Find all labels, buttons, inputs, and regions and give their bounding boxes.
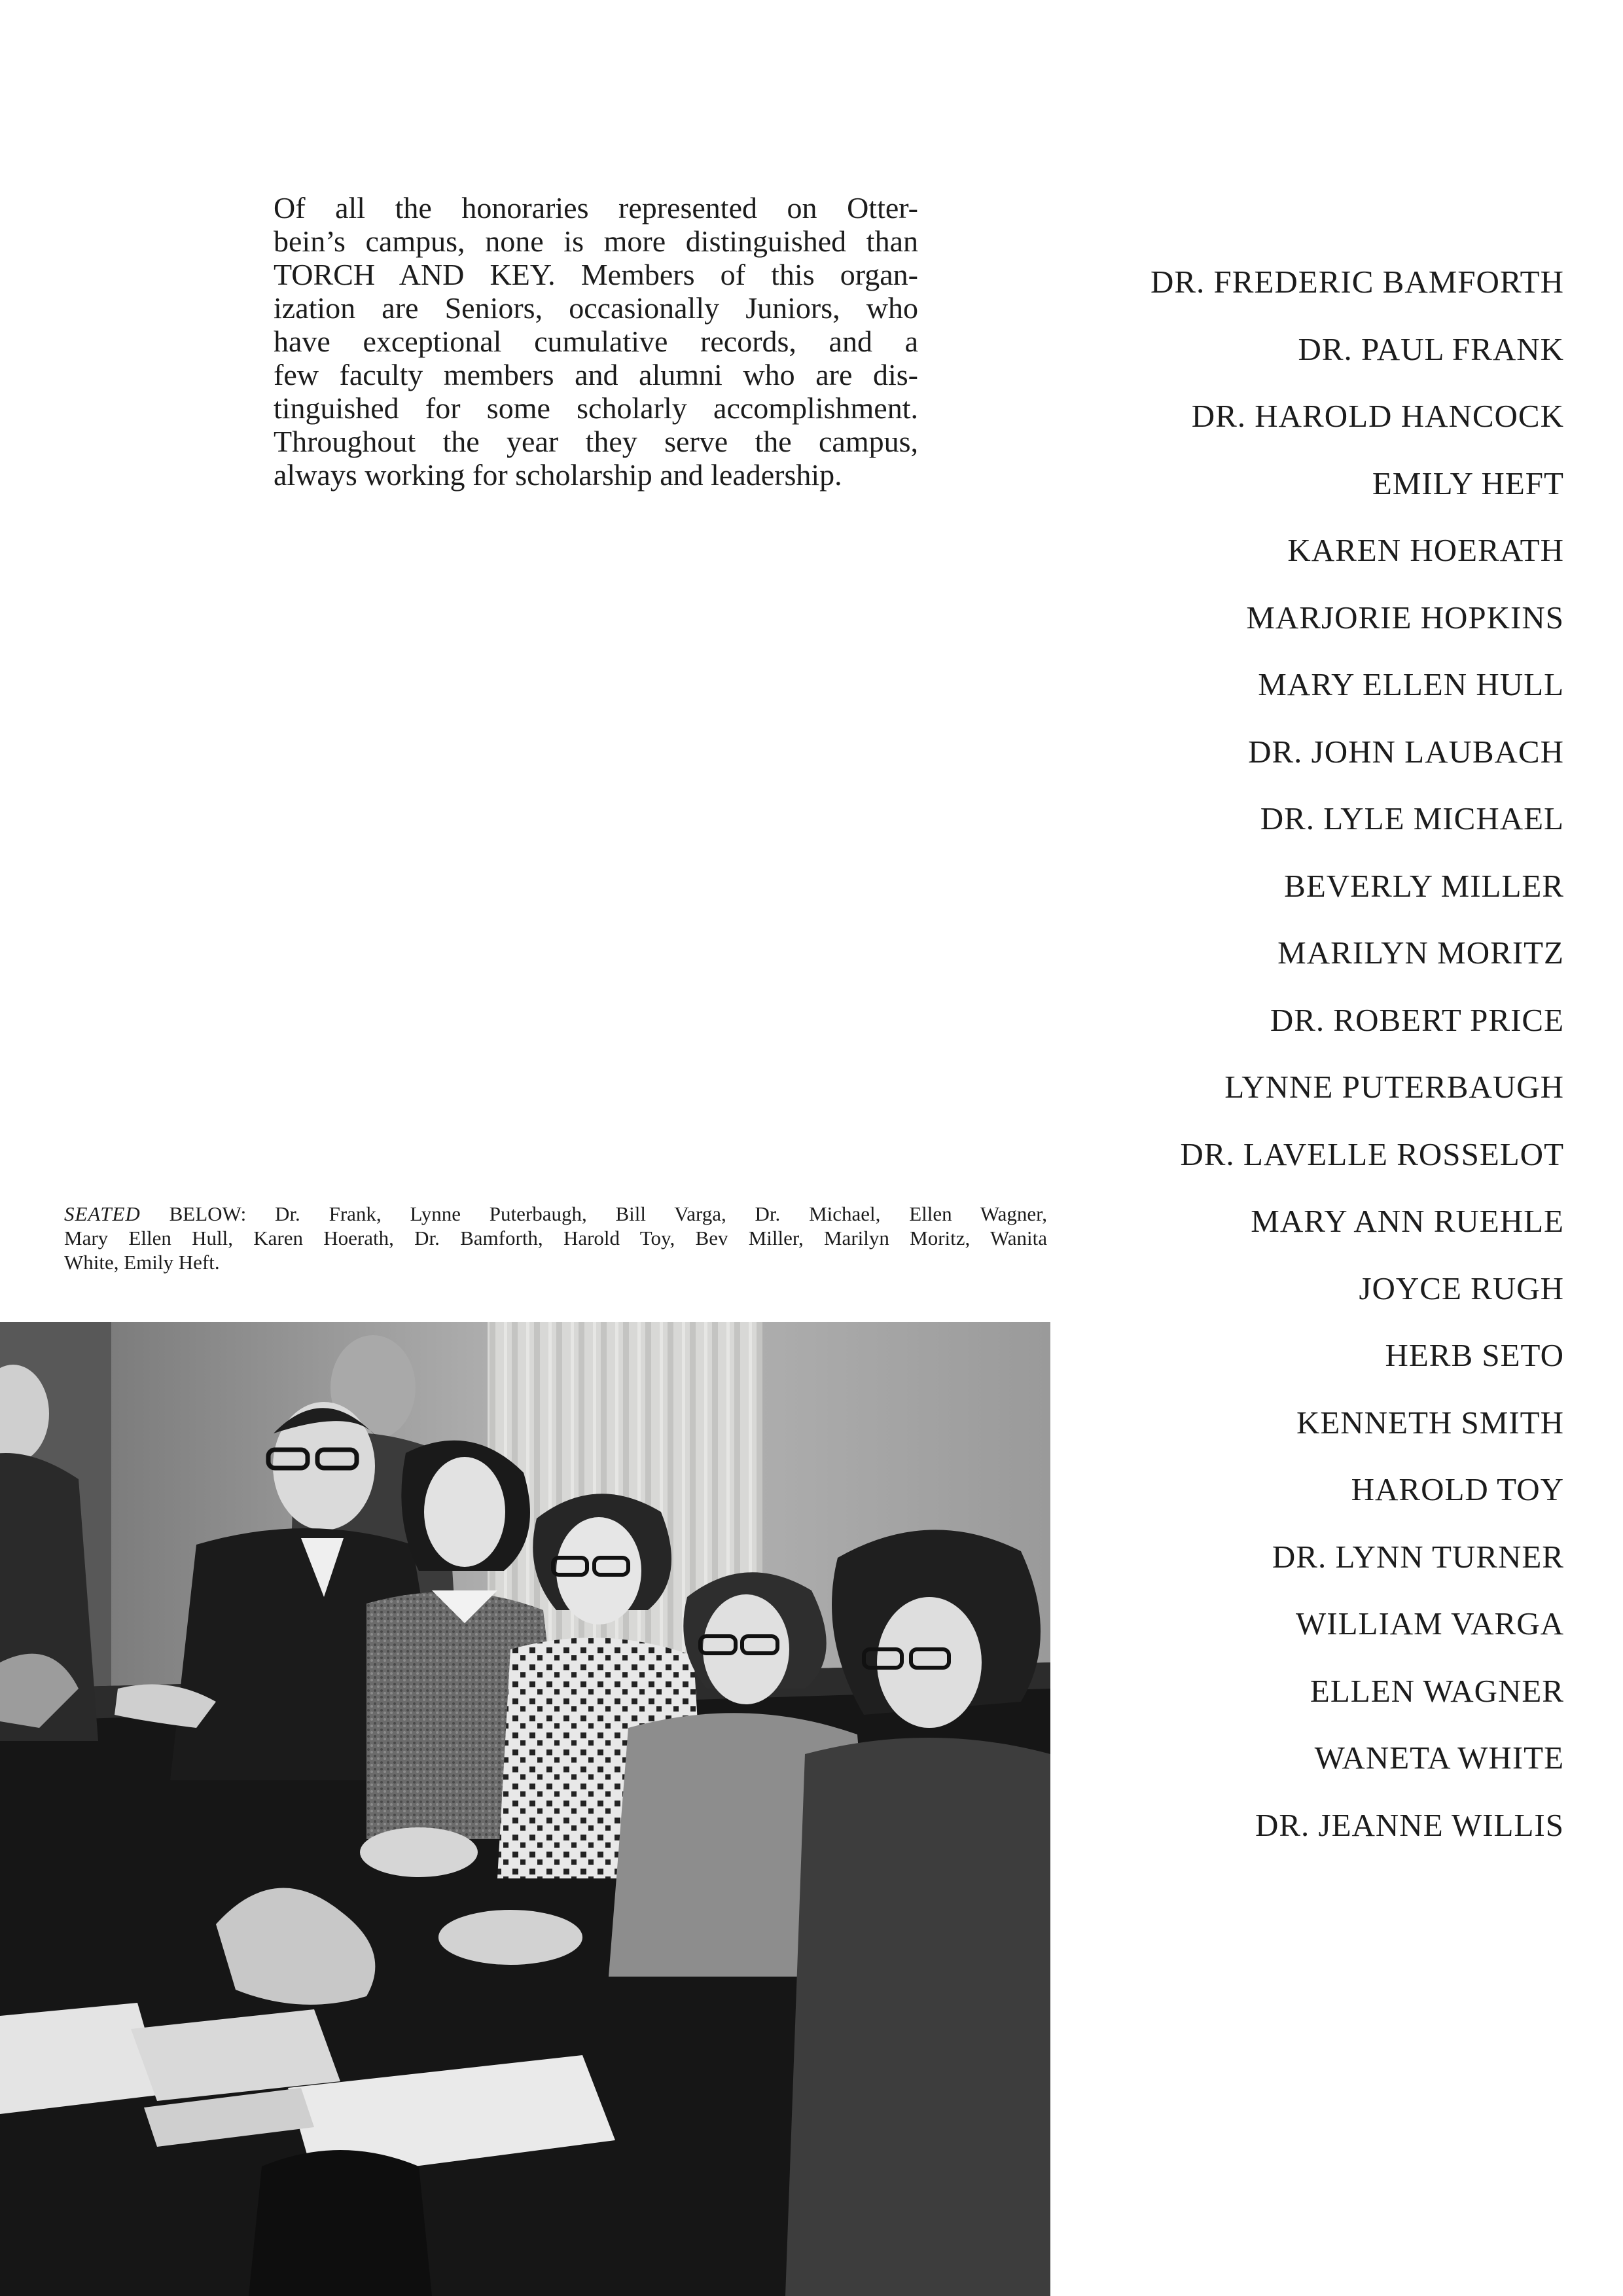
member-name: DR. JOHN LAUBACH xyxy=(1248,733,1564,770)
member-name: LYNNE PUTERBAUGH xyxy=(1224,1069,1564,1105)
intro-line: always working for scholarship and leadership. xyxy=(274,458,842,492)
member-name: DR. HAROLD HANCOCK xyxy=(1191,398,1564,434)
intro-line: ization are Seniors, occasionally Juniors, who xyxy=(274,291,918,325)
member-name: WILLIAM VARGA xyxy=(1296,1605,1564,1641)
caption-line xyxy=(64,1202,1047,1226)
member-name: DR. FREDERIC BAMFORTH xyxy=(1150,264,1564,300)
photo-caption xyxy=(64,1202,1047,1274)
caption-line: White, Emily Heft. xyxy=(64,1251,220,1274)
group-photo xyxy=(0,1322,1050,2296)
caption-line: Mary Ellen Hull, Karen Hoerath, Dr. Bamforth, Harold Toy, Bev Miller, Marilyn Moritz, Wanita xyxy=(64,1227,1047,1249)
member-name: ELLEN WAGNER xyxy=(1310,1672,1564,1709)
intro-line: bein’s campus, none is more distinguished than xyxy=(274,224,918,258)
intro-line: Throughout the year they serve the campus, xyxy=(274,425,918,458)
member-list xyxy=(1073,249,1564,1859)
intro-line: Of all the honoraries represented on Otter- xyxy=(274,191,918,224)
member-name: EMILY HEFT xyxy=(1372,465,1564,501)
member-name: DR. PAUL FRANK xyxy=(1298,331,1564,367)
intro-paragraph xyxy=(274,191,918,492)
intro-line: tinguished for some scholarly accomplishment. xyxy=(274,391,918,425)
member-name: DR. ROBERT PRICE xyxy=(1270,1001,1564,1038)
member-name: BEVERLY MILLER xyxy=(1284,867,1564,904)
chair-back xyxy=(249,2150,432,2296)
member-name: DR. LYNN TURNER xyxy=(1272,1538,1564,1575)
caption-text: BELOW: Dr. Frank, Lynne Puterbaugh, Bill Varga, Dr. Michael, Ellen Wagner, xyxy=(140,1202,1047,1225)
caption-label: SEATED xyxy=(64,1202,141,1225)
member-name: MARJORIE HOPKINS xyxy=(1246,599,1564,636)
group-photo-illustration xyxy=(0,1322,1050,2296)
intro-line: few faculty members and alumni who are dis- xyxy=(274,358,918,391)
member-name: DR. LYLE MICHAEL xyxy=(1260,800,1564,836)
member-name: JOYCE RUGH xyxy=(1359,1270,1564,1306)
member-name: MARILYN MORITZ xyxy=(1277,935,1564,971)
member-name: HERB SETO xyxy=(1385,1337,1564,1373)
member-name: DR. JEANNE WILLIS xyxy=(1255,1806,1564,1843)
member-name: KENNETH SMITH xyxy=(1296,1404,1564,1441)
intro-line: have exceptional cumulative records, and a xyxy=(274,325,918,358)
member-name: WANETA WHITE xyxy=(1314,1740,1564,1776)
member-name: KAREN HOERATH xyxy=(1287,532,1564,568)
member-name: MARY ANN RUEHLE xyxy=(1251,1203,1564,1239)
member-name: HAROLD TOY xyxy=(1351,1471,1564,1507)
member-name: DR. LAVELLE ROSSELOT xyxy=(1180,1136,1564,1172)
member-name: MARY ELLEN HULL xyxy=(1258,666,1564,702)
intro-line: TORCH AND KEY. Members of this organ- xyxy=(274,258,918,291)
